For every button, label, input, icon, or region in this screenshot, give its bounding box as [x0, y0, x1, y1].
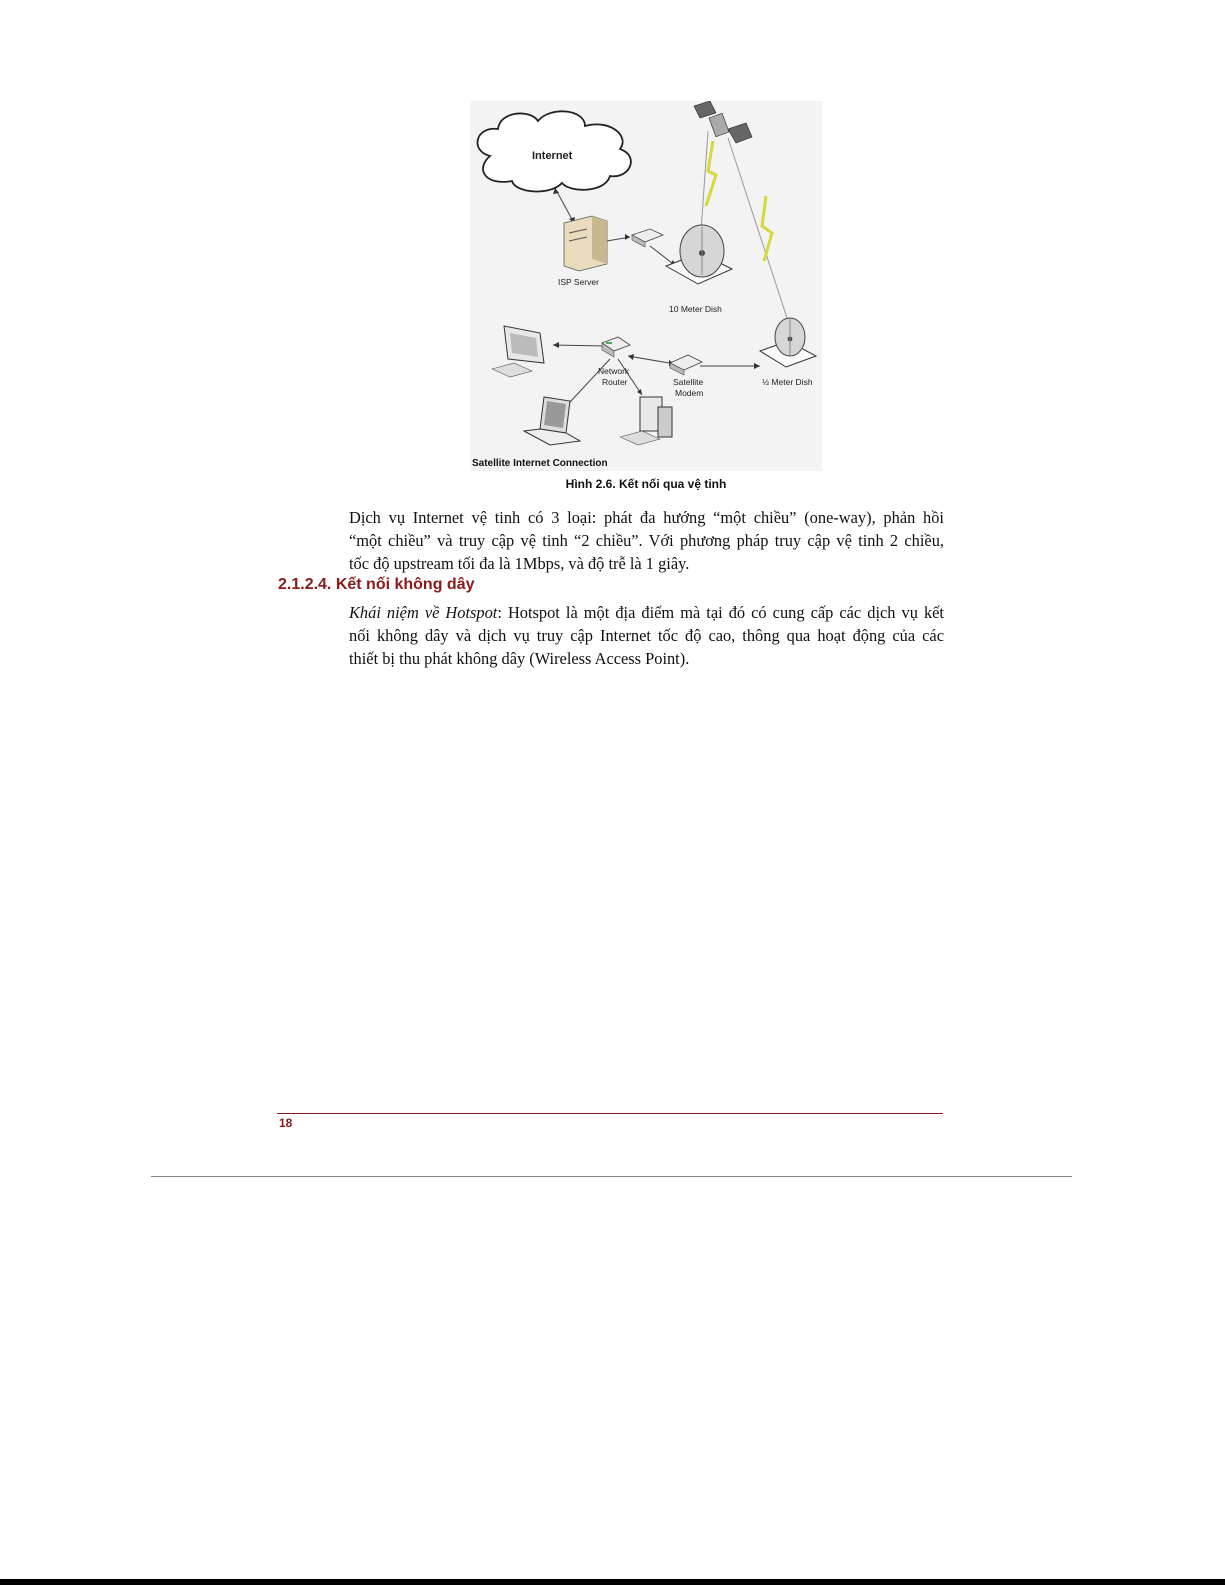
paragraph-satellite-types [349, 506, 944, 575]
dish-10m-label: 10 Meter Dish [669, 304, 722, 314]
diagram-title: Satellite Internet Connection [472, 458, 608, 469]
satellite-diagram [470, 101, 822, 471]
hotspot-term: Khái niệm về Hotspot [349, 603, 498, 622]
page-number: 18 [279, 1116, 293, 1130]
paragraph-line: Dịch vụ Internet vệ tinh có 3 loại: phát đa hướng “một chiều” (one-way), phản hồi [349, 508, 944, 527]
hotspot-definition: : Hotspot là một địa điểm mà tại đó có cung cấp các dịch vụ kết [497, 603, 944, 622]
paragraph-line: tốc độ upstream tối đa là 1Mbps, và độ trễ là 1 giây. [349, 554, 690, 573]
laptop-icon [524, 397, 580, 445]
desktop-pc-icon [620, 397, 672, 445]
satellite-icon [694, 101, 752, 143]
page-separator [151, 1176, 1072, 1177]
router-label-1: Network [598, 366, 630, 376]
paragraph-line: nối không dây và dịch vụ truy cập Internet tốc độ cao, thông qua hoạt động của các [349, 626, 944, 645]
dish-half-label: ½ Meter Dish [762, 377, 813, 387]
router-label-2: Router [602, 377, 628, 387]
small-dish-icon [760, 318, 816, 367]
network-box-icon [632, 229, 663, 247]
bottom-edge-bar [0, 1579, 1225, 1585]
monitor-icon [492, 326, 544, 377]
modem-label-2: Modem [675, 388, 704, 398]
footer-rule [277, 1113, 943, 1114]
server-icon [564, 216, 607, 271]
figure-caption: Hình 2.6. Kết nối qua vệ tinh [565, 477, 727, 491]
paragraph-line: “một chiều” và truy cập vệ tinh “2 chiều”. Với phương pháp truy cập vệ tinh 2 chiều, [349, 531, 944, 550]
section-heading: 2.1.2.4. Kết nối không dây [278, 576, 475, 593]
paragraph-line: thiết bị thu phát không dây (Wireless Access Point). [349, 649, 690, 668]
paragraph-hotspot [349, 601, 944, 670]
paragraph-line [349, 601, 944, 624]
isp-server-label: ISP Server [558, 277, 599, 287]
modem-icon [670, 355, 702, 375]
wireless-link-icon-2 [762, 196, 772, 261]
diagram-svg [470, 101, 822, 471]
internet-label: Internet [532, 150, 573, 162]
router-icon [602, 337, 630, 357]
wireless-link-icon [706, 141, 716, 206]
modem-label-1: Satellite [673, 377, 704, 387]
satellite-dish-icon [666, 225, 732, 284]
